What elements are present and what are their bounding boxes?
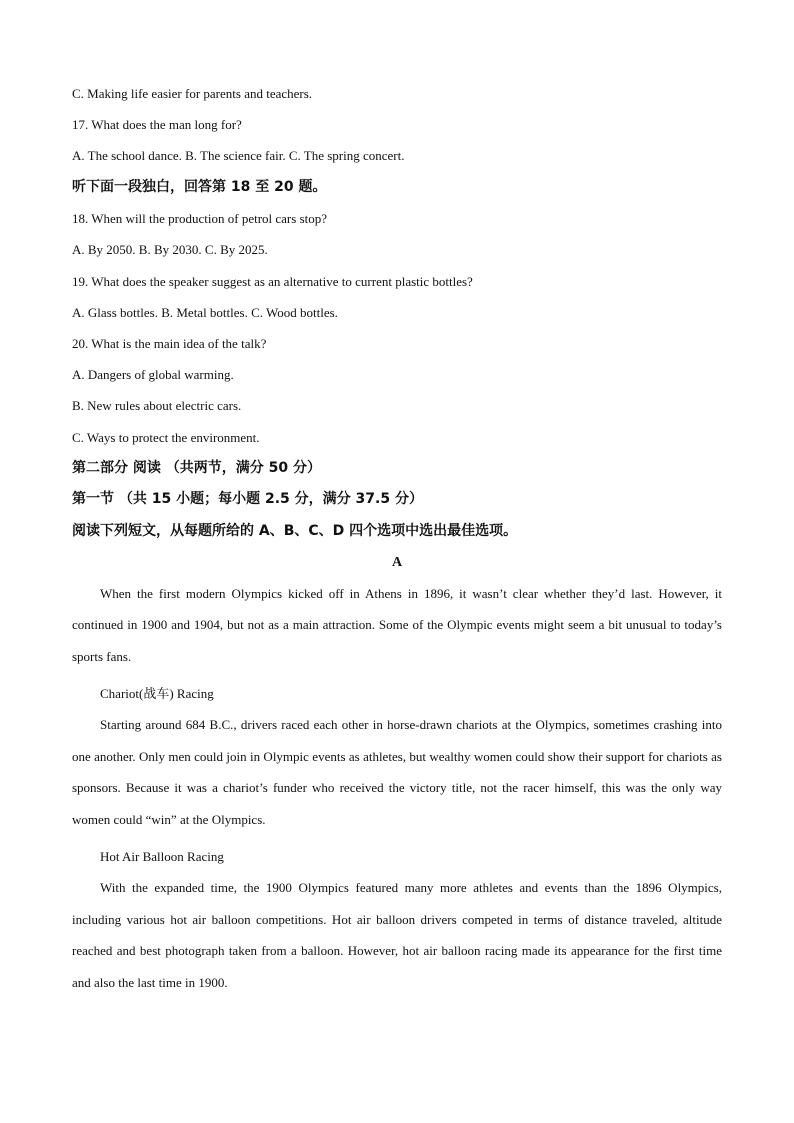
passage-label: A <box>391 554 403 570</box>
q20-question: 20. What is the main idea of the talk? <box>72 336 267 352</box>
q18-question: 18. When will the production of petrol cars stop? <box>72 211 328 227</box>
q19-options: A. Glass bottles. B. Metal bottles. C. Wood bottles. <box>72 304 338 320</box>
q20-option-a: A. Dangers of global warming. <box>72 367 234 383</box>
monologue-instruction: 听下面一段独白，回答第 18 至 20 题。 <box>72 178 327 195</box>
reading-section-title: 第一节 （共 15 小题；每小题 2.5 分，满分 37.5 分） <box>72 491 423 508</box>
q20-option-b: B. New rules about electric cars. <box>72 398 242 414</box>
q17-question: 17. What does the man long for? <box>72 117 242 133</box>
q17-options: A. The school dance. B. The science fair. C. The spring concert. <box>72 148 405 164</box>
q18-options: A. By 2050. B. By 2030. C. By 2025. <box>72 242 268 258</box>
reading-instructions: 阅读下列短文，从每题所给的 A、B、C、D 四个选项中选出最佳选项。 <box>72 523 518 540</box>
chariot-paragraph: Starting around 684 B.C., drivers raced each other in horse-drawn chariots at the Olympics, sometimes crashing into one another. Only men could join in Olympic events as athletes, but wealthy women could show their support for chariots as sponsors. Because it was a chariot’s funder who received the victory title, not the racer himself, this was the only way women could “win” at the Olympics. <box>72 717 722 827</box>
q16-option-c: C. Making life easier for parents and teachers. <box>72 86 313 101</box>
q19-question: 19. What does the speaker suggest as an alternative to current plastic bottles? <box>72 273 473 289</box>
exam-page <box>72 78 722 998</box>
reading-part-title: 第二部分 阅读 （共两节，满分 50 分） <box>72 459 321 476</box>
chariot-heading: Chariot(战车) Racing <box>100 686 214 702</box>
q20-option-c: C. Ways to protect the environment. <box>72 429 260 445</box>
intro-paragraph: When the first modern Olympics kicked off in Athens in 1896, it wasn’t clear whether they’d last. However, it continued in 1900 and 1904, but not as a main attraction. Some of the Olympic events might seem a bit unusual to today’s sports fans. <box>72 585 722 664</box>
balloon-paragraph: With the expanded time, the 1900 Olympics featured many more athletes and events than the 1896 Olympics, including various hot air balloon competitions. Hot air balloon drivers competed in terms of distance traveled, altitude reached and best photograph taken from a balloon. However, hot air balloon racing made its appearance for the first time and also the last time in 1900. <box>72 880 722 990</box>
balloon-heading: Hot Air Balloon Racing <box>100 849 224 865</box>
